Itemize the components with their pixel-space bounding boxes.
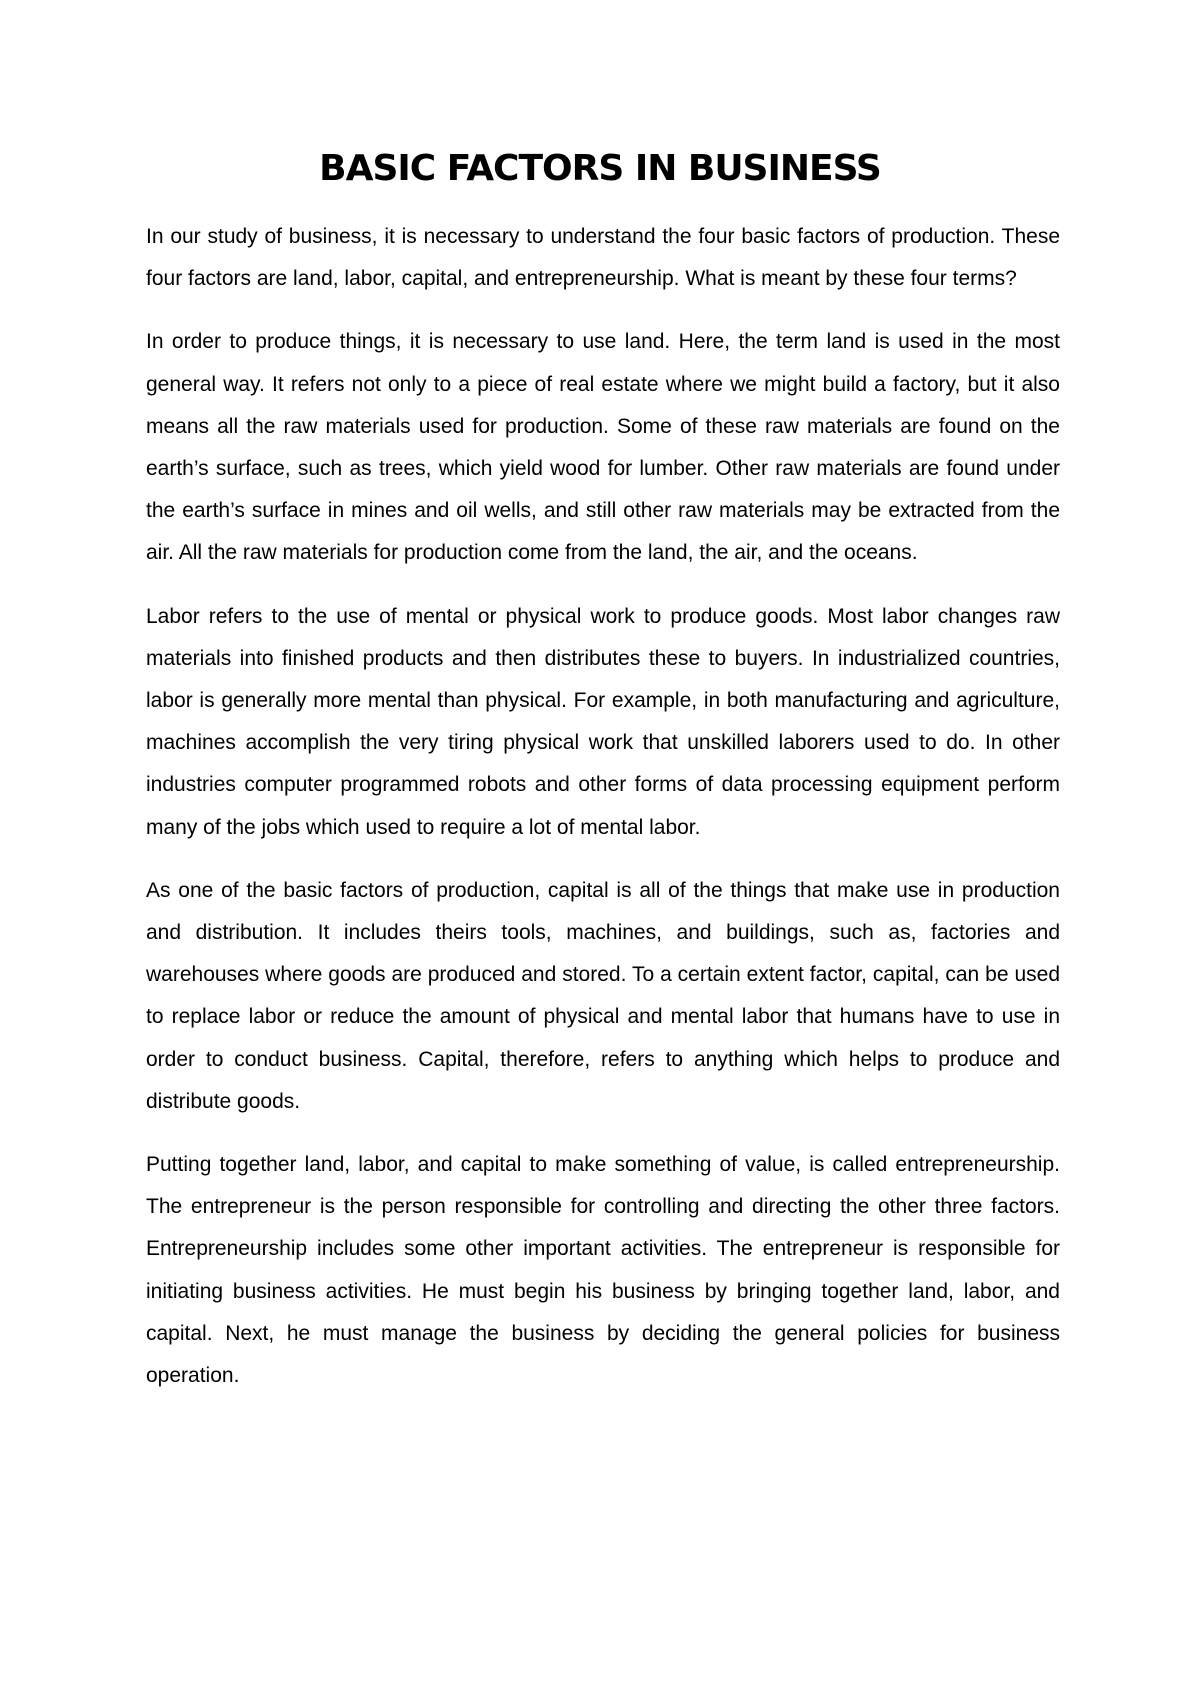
paragraph-labor: Labor refers to the use of mental or physical work to produce goods. Most labor changes raw materials into finished products and then distributes these to buyers. In industrialized countries, labor is generally more mental than physical. For example, in both manufacturing and agriculture, machines accomplish the very tiring physical work that unskilled laborers used to do. In other industries computer programmed robots and other forms of data processing equipment perform many of the jobs which used to require a lot of mental labor. xyxy=(146,604,1060,839)
paragraph-factors-intro: In our study of business, it is necessary to understand the four basic factors of production. These four factors are land, labor, capital, and entrepreneurship. What is meant by these four terms? xyxy=(146,225,1060,291)
paragraph-land: In order to produce things, it is necessary to use land. Here, the term land is used in the most general way. It refers not only to a piece of real estate where we might build a factory, but it also means all the raw materials used for production. Some of these raw materials are found on the earth’s surface, such as trees, which yield wood for lumber. Other raw materials are found under the earth’s surface in mines and oil wells, and still other raw materials may be extracted from the air. All the raw materials for production come from the land, the air, and the oceans. xyxy=(146,330,1060,565)
document-body xyxy=(146,216,1060,1418)
document-title: BASIC FACTORS IN BUSINESS xyxy=(319,148,881,189)
paragraph-capital: As one of the basic factors of production, capital is all of the things that make use in production and distribution. It includes theirs tools, machines, and buildings, such as, factories and warehouses where goods are produced and stored. To a certain extent factor, capital, can be used to replace labor or reduce the amount of physical and mental labor that humans have to use in order to conduct business. Capital, therefore, refers to anything which helps to produce and distribute goods. xyxy=(146,878,1060,1113)
paragraph-entrepreneurship: Putting together land, labor, and capital to make something of value, is called entrepreneurship. The entrepreneur is the person responsible for controlling and directing the other three factors. Entrepreneurship includes some other important activities. The entrepreneur is responsible for initiating business activities. He must begin his business by bringing together land, labor, and capital. Next, he must manage the business by deciding the general policies for business operation. xyxy=(146,1153,1060,1388)
